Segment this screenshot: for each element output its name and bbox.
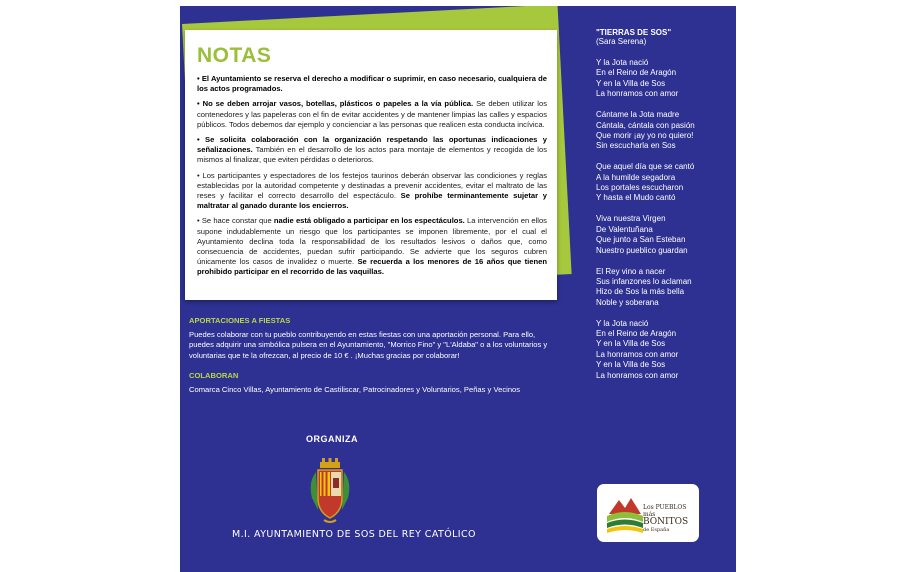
song-title: "TIERRAS DE SOS" xyxy=(596,28,672,37)
song-lyrics xyxy=(596,28,726,392)
lyric-line: Que aquel día que se cantó xyxy=(596,162,695,172)
note-text: • Se solicita colaboración con la organización respetando las oportunas indicaciones y señalizaciones. xyxy=(197,135,547,155)
stanza-list xyxy=(596,58,726,381)
lyric-line: Sus infanzones lo aclaman xyxy=(596,276,692,286)
aportaciones-section xyxy=(189,316,549,361)
lyric-line: Sin escucharla en Sos xyxy=(596,141,676,151)
note-text: • Los participantes y espectadores de los festejos taurinos deberán observar las condiciones y reglas establecidas por la autoridad competente y destinadas a prevenir accidentes, evitar el maltrato de las reses y facilitar el correcto desarrollo del espectáculo. xyxy=(197,170,547,201)
lyric-line: Cántala, cántala con pasión xyxy=(596,120,695,130)
lyric-line: La honramos con amor xyxy=(596,89,679,99)
lyric-line: En el Reino de Aragón xyxy=(596,329,677,339)
logo-text xyxy=(643,504,697,533)
notes-list xyxy=(197,74,547,283)
stanza xyxy=(596,214,726,256)
lyric-line: Nuestro pueblico guardan xyxy=(596,245,688,255)
stanza xyxy=(596,58,726,100)
note-item xyxy=(197,74,547,94)
note-text: • Se hace constar que xyxy=(197,216,274,226)
lyric-line: Noble y soberana xyxy=(596,297,659,307)
lyric-line: La honramos con amor xyxy=(596,370,679,380)
note-text: • El Ayuntamiento se reserva el derecho a modificar o suprimir, en caso necesario, cualquiera de los actos programados. xyxy=(197,74,547,94)
lyric-line: La honramos con amor xyxy=(596,349,679,359)
note-item xyxy=(197,135,547,166)
lyric-line: Y la Jota nació xyxy=(596,318,649,328)
lyric-line: El Rey vino a nacer xyxy=(596,266,666,276)
lyric-line: Y en la Villa de Sos xyxy=(596,360,666,370)
lyric-line: Y la Jota nació xyxy=(596,58,649,67)
lyric-line: De Valentuñana xyxy=(596,224,653,234)
aportaciones-text: Puedes colaborar con tu pueblo contribuyendo en estas fiestas con una aportación personal. Para ello, puedes adquirir una simbólica pulsera en el Ayuntamiento, "Morrico Fino" y "L'Aldaba" o a los voluntarios y voluntarias que te la ofrezcan, al precio de 10 € . ¡Muchas gracias por colaborar! xyxy=(189,330,548,360)
lyric-line: Los portales escucharon xyxy=(596,183,684,193)
lyric-line: Hizo de Sos la más bella xyxy=(596,287,685,297)
note-text: • No se deben arrojar vasos, botellas, plásticos o papeles a la vía pública. xyxy=(197,99,474,109)
stanza xyxy=(596,267,726,309)
colaboran-title: COLABORAN xyxy=(189,371,239,380)
lyric-line: A la humilde segadora xyxy=(596,172,676,182)
lyric-line: Y en la Villa de Sos xyxy=(596,339,666,349)
song-author: (Sara Serena) xyxy=(596,37,647,46)
note-text: La intervención en ellos supone indudablemente un riesgo que los participantes se imponen libremente, por el cual el Ayuntamiento declina toda la responsabilidad de los resultados lesivos o daños que, como consecuencia de accidentes, puedan sufrir participando. Se advierte que los seguros cubren únicamente los casos de invalidez o muerte. xyxy=(197,216,547,267)
note-text: Se recuerda a los menores de 16 años que tienen prohibido participar en el recorrido de las vaquillas. xyxy=(197,257,547,277)
note-text: Se prohíbe terminantemente sujetar y maltratar al ganado durante los encierros. xyxy=(197,191,547,211)
stanza xyxy=(596,162,726,204)
landscape-logo-icon xyxy=(607,490,643,534)
organizer-name: M.I. AYUNTAMIENTO DE SOS DEL REY CATÓLICO xyxy=(232,529,476,540)
note-text: nadie está obligado a participar en los espectáculos. xyxy=(273,216,465,226)
lyric-line: Viva nuestra Virgen xyxy=(596,214,666,224)
lyric-line: Y en la Villa de Sos xyxy=(596,78,666,88)
lyric-line: Que morir ¡ay yo no quiero! xyxy=(596,130,694,140)
logo-line-3: de España xyxy=(643,527,670,533)
notes-title: NOTAS xyxy=(197,44,272,67)
lyric-line: Y hasta el Mudo cantó xyxy=(596,193,676,203)
poster xyxy=(180,6,736,572)
stanza xyxy=(596,110,726,152)
notes-card xyxy=(185,30,557,300)
colaboran-text: Comarca Cinco Villas, Ayuntamiento de Castiliscar, Patrocinadores y Voluntarios, Peñas y Vecinos xyxy=(189,385,521,394)
pueblos-bonitos-logo xyxy=(597,484,699,542)
logo-line-1: Los PUEBLOS más xyxy=(643,504,687,518)
note-item xyxy=(197,171,547,212)
logo-line-2: BONITOS xyxy=(643,517,689,527)
lyric-line: Cántame la Jota madre xyxy=(596,110,680,120)
note-text: También en el desarrollo de los actos para montaje de elementos y recogida de los mismos al finalizar, que eviten pérdidas o deterioros. xyxy=(197,145,547,165)
aportaciones-title: APORTACIONES A FIESTAS xyxy=(189,316,291,325)
organiza-label: ORGANIZA xyxy=(306,434,358,444)
lyric-line: En el Reino de Aragón xyxy=(596,68,677,78)
stanza xyxy=(596,319,726,381)
note-item xyxy=(197,99,547,130)
coat-of-arms-icon xyxy=(306,458,354,528)
note-text: Se deben utilizar los contenedores y las papeleras con el fin de evitar accidentes y de mantener limpias las calles y espacios públicos. Todos debemos dar ejemplo y concienciar a las personas que realicen esta conducta incívica. xyxy=(197,99,547,129)
note-item xyxy=(197,216,547,277)
lyric-line: Que junto a San Esteban xyxy=(596,235,686,245)
colaboran-section xyxy=(189,371,549,395)
